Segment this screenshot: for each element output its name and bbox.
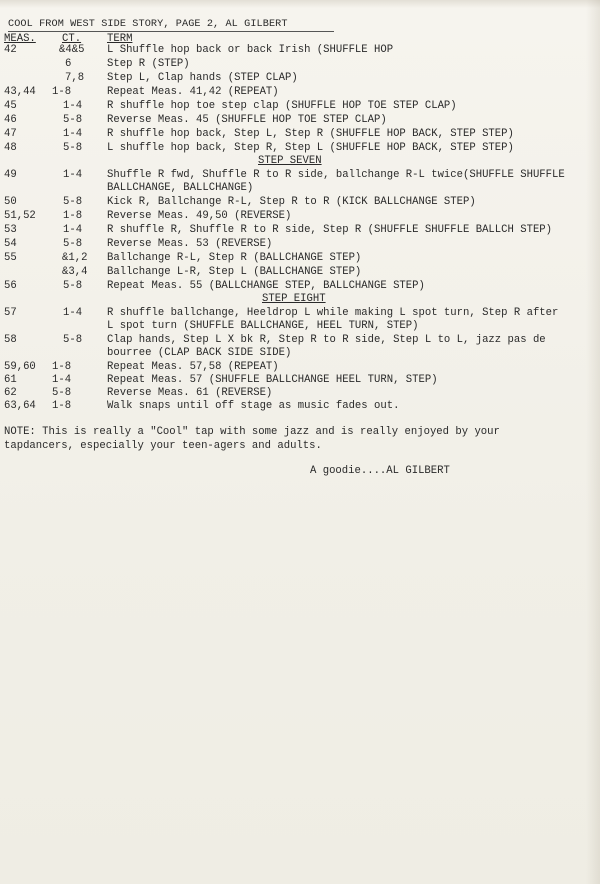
row-term: Repeat Meas. 55 (BALLCHANGE STEP, BALLCHANGE STEP) — [107, 280, 425, 292]
row-meas: 47 — [4, 128, 17, 140]
row-term: Repeat Meas. 57 (SHUFFLE BALLCHANGE HEEL TURN, STEP) — [107, 374, 438, 386]
row-meas: 58 — [4, 334, 17, 346]
row-meas: 62 — [4, 387, 17, 399]
row-term: R shuffle hop toe step clap (SHUFFLE HOP TOE STEP CLAP) — [107, 100, 457, 112]
row-term: Reverse Meas. 61 (REVERSE) — [107, 387, 273, 399]
row-term: Reverse Meas. 45 (SHUFFLE HOP TOE STEP CLAP) — [107, 114, 387, 126]
row-count: 5-8 — [63, 280, 83, 292]
row-count: 5-8 — [63, 238, 83, 250]
row-count: 5-8 — [63, 196, 83, 208]
row-term: Repeat Meas. 57,58 (REPEAT) — [107, 361, 279, 373]
document-title: COOL FROM WEST SIDE STORY, PAGE 2, AL GILBERT — [8, 19, 288, 30]
row-count: 1-4 — [63, 169, 83, 181]
row-term: Shuffle R fwd, Shuffle R to R side, ballchange R-L twice(SHUFFLE SHUFFLE — [107, 169, 565, 181]
row-meas: 53 — [4, 224, 17, 236]
row-meas: 48 — [4, 142, 17, 154]
paper-edge-shadow — [586, 0, 600, 884]
row-term: Ballchange R-L, Step R (BALLCHANGE STEP) — [107, 252, 362, 264]
row-meas: 51,52 — [4, 210, 36, 222]
row-term-continuation: bourree (CLAP BACK SIDE SIDE) — [107, 347, 292, 359]
row-count: &3,4 — [62, 266, 88, 278]
row-count: &4&5 — [59, 44, 85, 56]
row-count: 7,8 — [65, 72, 85, 84]
row-term: R shuffle hop back, Step L, Step R (SHUFFLE HOP BACK, STEP STEP) — [107, 128, 514, 140]
row-term: Step R (STEP) — [107, 58, 190, 70]
row-meas: 63,64 — [4, 400, 36, 412]
section-heading-step-seven: STEP SEVEN — [258, 155, 322, 167]
row-count: 5-8 — [52, 387, 72, 399]
row-meas: 61 — [4, 374, 17, 386]
row-count: &1,2 — [62, 252, 88, 264]
row-term: Step L, Clap hands (STEP CLAP) — [107, 72, 298, 84]
note-line-1: NOTE: This is really a "Cool" tap with some jazz and is really enjoyed by your — [4, 426, 500, 438]
row-count: 5-8 — [63, 114, 83, 126]
row-term: Reverse Meas. 49,50 (REVERSE) — [107, 210, 292, 222]
note-line-2: tapdancers, especially your teen-agers and adults. — [4, 440, 322, 452]
column-header-meas: MEAS. — [4, 33, 36, 45]
row-meas: 59,60 — [4, 361, 36, 373]
row-count: 1-4 — [63, 128, 83, 140]
row-term: L shuffle hop back, Step R, Step L (SHUFFLE HOP BACK, STEP STEP) — [107, 142, 514, 154]
signature: A goodie....AL GILBERT — [310, 465, 450, 477]
row-count: 5-8 — [63, 334, 83, 346]
row-count: 1-4 — [52, 374, 72, 386]
row-count: 1-8 — [52, 361, 72, 373]
row-term-continuation: L spot turn (SHUFFLE BALLCHANGE, HEEL TURN, STEP) — [107, 320, 419, 332]
row-term: Clap hands, Step L X bk R, Step R to R side, Step L to L, jazz pas de — [107, 334, 546, 346]
title-underline — [8, 31, 334, 32]
row-term: R shuffle R, Shuffle R to R side, Step R (SHUFFLE SHUFFLE BALLCH STEP) — [107, 224, 553, 236]
row-count: 1-8 — [52, 86, 72, 98]
row-term: Kick R, Ballchange R-L, Step R to R (KICK BALLCHANGE STEP) — [107, 196, 476, 208]
row-count: 5-8 — [63, 142, 83, 154]
row-meas: 50 — [4, 196, 17, 208]
row-term: L Shuffle hop back or back Irish (SHUFFLE HOP — [107, 44, 394, 56]
row-count: 1-4 — [63, 307, 83, 319]
row-count: 6 — [65, 58, 72, 70]
row-meas: 46 — [4, 114, 17, 126]
row-meas: 56 — [4, 280, 17, 292]
row-count: 1-4 — [63, 224, 83, 236]
row-meas: 45 — [4, 100, 17, 112]
paper-top-shadow — [0, 0, 600, 8]
row-meas: 49 — [4, 169, 17, 181]
column-header-term: TERM — [107, 33, 133, 45]
row-term: R shuffle ballchange, Heeldrop L while making L spot turn, Step R after — [107, 307, 559, 319]
row-meas: 43,44 — [4, 86, 36, 98]
row-count: 1-8 — [63, 210, 83, 222]
row-meas: 57 — [4, 307, 17, 319]
row-meas: 54 — [4, 238, 17, 250]
row-term: Reverse Meas. 53 (REVERSE) — [107, 238, 273, 250]
row-count: 1-4 — [63, 100, 83, 112]
row-term: Walk snaps until off stage as music fades out. — [107, 400, 400, 412]
section-heading-step-eight: STEP EIGHT — [262, 293, 326, 305]
row-meas: 42 — [4, 44, 17, 56]
row-meas: 55 — [4, 252, 17, 264]
row-term: Repeat Meas. 41,42 (REPEAT) — [107, 86, 279, 98]
row-count: 1-8 — [52, 400, 72, 412]
row-term: Ballchange L-R, Step L (BALLCHANGE STEP) — [107, 266, 362, 278]
row-term-continuation: BALLCHANGE, BALLCHANGE) — [107, 182, 254, 194]
column-header-ct: CT. — [62, 33, 82, 45]
